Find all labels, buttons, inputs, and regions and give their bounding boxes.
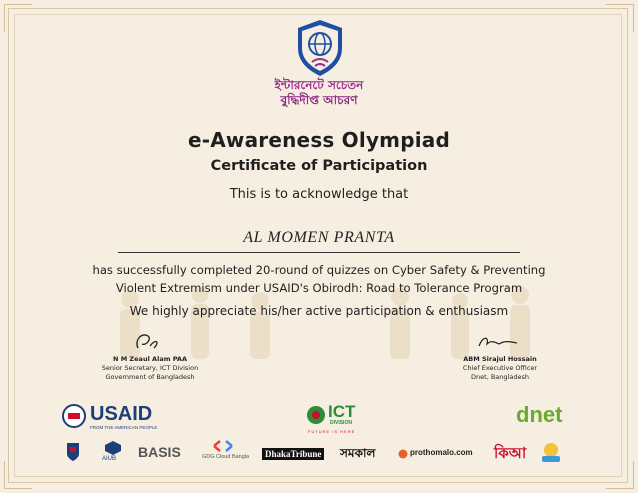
name-underline — [118, 252, 520, 253]
prothomalo-sun-icon — [398, 449, 408, 459]
gdg-icon — [212, 440, 234, 452]
samakal-logo: সমকাল — [340, 446, 376, 460]
shield-globe-icon — [290, 18, 350, 78]
usaid-logo-text: USAID — [90, 403, 153, 425]
aiub-crest-icon — [104, 440, 122, 456]
kishor-alo-logo: কিআ — [494, 445, 527, 462]
ict-logo-text: ICT — [328, 402, 356, 421]
prothomalo-logo: prothomalo.com — [410, 448, 473, 457]
ict-tagline: FUTURE IS HERE — [308, 429, 356, 434]
signatory-left-name: N M Zeaul Alam PAA — [113, 355, 187, 363]
sponsor-logos — [0, 398, 638, 488]
ict-division-text: DIVISION — [330, 420, 352, 426]
university-crest-icon — [66, 442, 80, 462]
signature-block-left — [50, 330, 250, 382]
corner-ornament — [4, 4, 32, 32]
signatory-right-name: ABM Sirajul Hossain — [463, 355, 537, 363]
partner-badge-icon — [538, 440, 564, 466]
signature-right — [465, 330, 535, 352]
usaid-seal-icon — [62, 404, 86, 428]
appreciation-text: We highly appreciate his/her active participation & enthusiasm — [129, 304, 509, 318]
certificate-title: e-Awareness Olympiad — [187, 128, 451, 152]
signatory-right-title: Chief Executive Officer — [462, 364, 538, 372]
bangla-slogan-line1: ইন্টারনেটে সচেতন — [274, 78, 364, 92]
basis-logo-text: BASIS — [138, 444, 181, 460]
dnet-logo-text: dnet — [516, 402, 563, 427]
signatory-right-org: Dnet, Bangladesh — [471, 373, 529, 381]
bangla-slogan-line2: বুদ্ধিদীপ্ত আচরণ — [280, 93, 358, 107]
aiub-logo-text: AIUB — [102, 456, 117, 462]
body-text-line2: Violent Extremism under USAID's Obirodh: Road to Tolerance Program — [115, 281, 523, 295]
body-text-line1: has successfully completed 20-round of quizzes on Cyber Safety & Preventing — [92, 263, 546, 277]
signature-block-right — [400, 330, 600, 382]
signature-left — [120, 330, 180, 352]
certificate-subtitle: Certificate of Participation — [210, 158, 428, 174]
recipient-name: AL MOMEN PRANTA — [243, 229, 395, 246]
signatory-left-org: Government of Bangladesh — [105, 373, 195, 381]
acknowledge-text: This is to acknowledge that — [229, 187, 409, 202]
usaid-tagline: FROM THE AMERICAN PEOPLE — [90, 425, 158, 430]
signatory-left-title: Senior Secretary, ICT Division — [101, 364, 199, 372]
dhaka-tribune-logo: DhakaTribune — [262, 448, 324, 460]
gdg-logo-text: GDG Cloud Bangla — [202, 454, 250, 460]
corner-ornament — [606, 4, 634, 32]
ict-emblem-icon — [306, 404, 326, 428]
